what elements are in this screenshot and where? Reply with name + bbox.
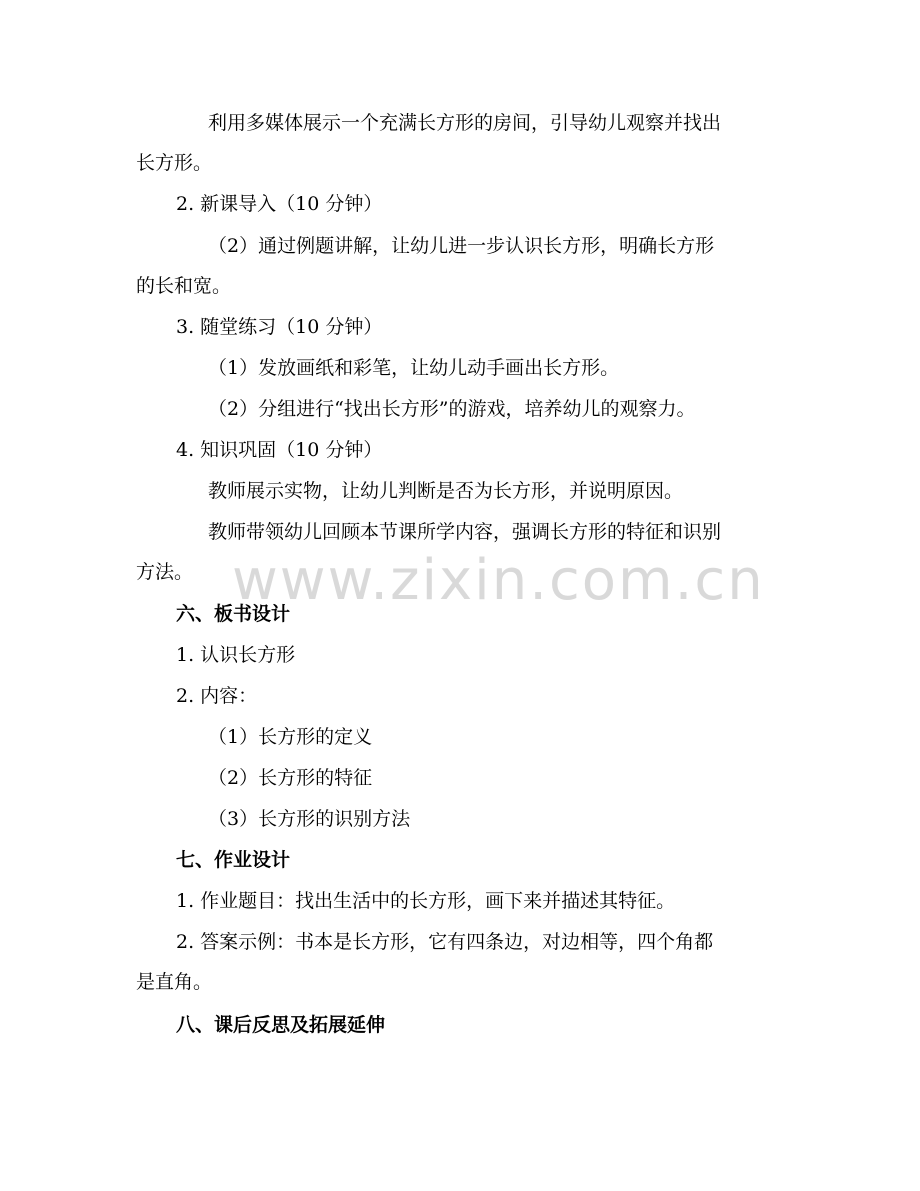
board-subitem-3: （3）长方形的识别方法 xyxy=(208,808,411,830)
step-3-item-2: （2）分组进行“找出长方形”的游戏，培养幼儿的观察力。 xyxy=(208,398,696,420)
board-item-2: 2. 内容： xyxy=(176,685,258,707)
section-7-heading: 七、作业设计 xyxy=(176,849,291,871)
watermark: www.zixin.com.cn xyxy=(232,548,765,613)
board-item-1: 1. 认识长方形 xyxy=(176,644,296,666)
step-4-paragraph-1: 教师展示实物，让幼儿判断是否为长方形，并说明原因。 xyxy=(208,480,684,502)
homework-item-1: 1. 作业题目：找出生活中的长方形，画下来并描述其特征。 xyxy=(176,890,676,912)
step-2-item-line2: 的长和宽。 xyxy=(136,275,232,297)
step-3-heading: 3. 随堂练习（10 分钟） xyxy=(176,316,383,338)
step-4-heading: 4. 知识巩固（10 分钟） xyxy=(176,439,383,461)
step-4-paragraph-2-line1: 教师带领幼儿回顾本节课所学内容，强调长方形的特征和识别 xyxy=(208,521,722,543)
step-4-paragraph-2-line2: 方法。 xyxy=(136,561,194,583)
paragraph-intro-line2: 长方形。 xyxy=(136,152,213,174)
step-2-heading: 2. 新课导入（10 分钟） xyxy=(176,193,383,215)
section-8-heading: 八、课后反思及拓展延伸 xyxy=(176,1014,386,1036)
paragraph-intro-line1: 利用多媒体展示一个充满长方形的房间，引导幼儿观察并找出 xyxy=(208,112,722,134)
board-subitem-1: （1）长方形的定义 xyxy=(208,726,373,748)
step-3-item-1: （1）发放画纸和彩笔，让幼儿动手画出长方形。 xyxy=(208,357,620,379)
section-6-heading: 六、板书设计 xyxy=(176,603,291,625)
homework-item-2-line1: 2. 答案示例：书本是长方形，它有四条边，对边相等，四个角都 xyxy=(176,931,714,953)
homework-item-2-line2: 是直角。 xyxy=(136,971,213,993)
board-subitem-2: （2）长方形的特征 xyxy=(208,767,373,789)
step-2-item-line1: （2）通过例题讲解，让幼儿进一步认识长方形，明确长方形 xyxy=(208,235,715,257)
